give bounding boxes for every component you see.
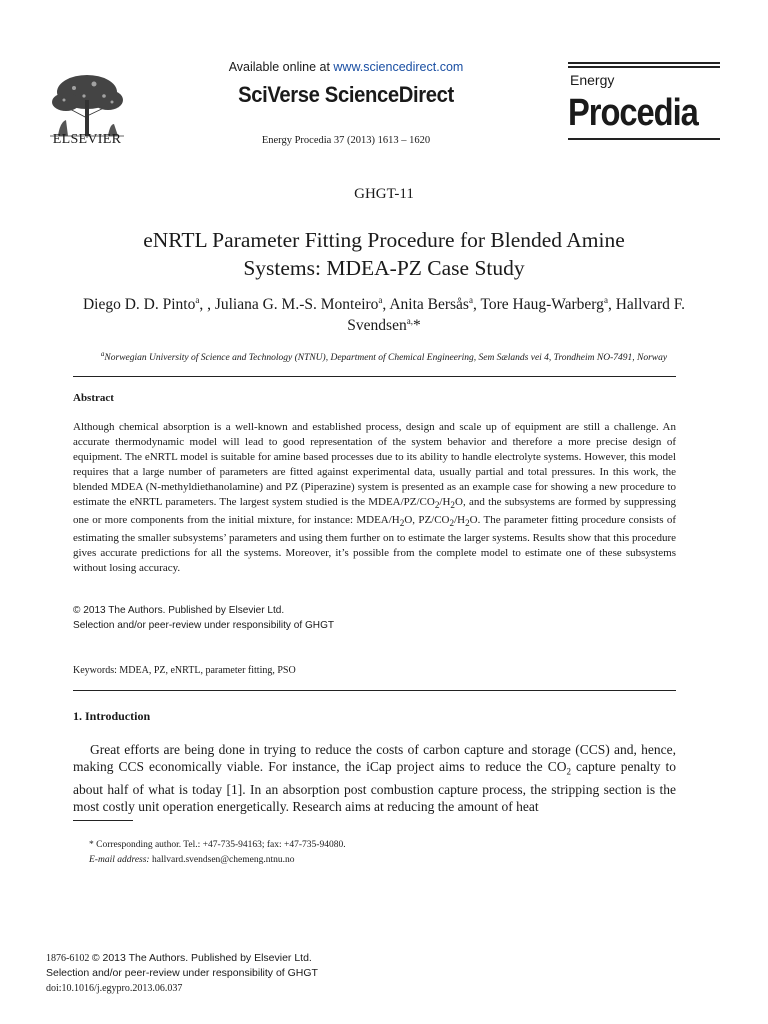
section-divider xyxy=(73,376,676,377)
paper-title xyxy=(60,226,708,282)
subscript: 2 xyxy=(449,518,455,529)
author-affil-mark: a xyxy=(603,294,608,305)
publisher-name: ELSEVIER xyxy=(52,132,122,147)
title-line: eNRTL Parameter Fitting Procedure for Blended Amine xyxy=(143,228,625,252)
copyright-notice xyxy=(73,603,652,633)
journal-logo-rule xyxy=(568,62,720,64)
subscript: 2 xyxy=(566,766,571,777)
author-name: Hallvard F. Svendsen xyxy=(347,296,686,334)
author-affil-mark: a xyxy=(378,294,383,305)
page-footer xyxy=(46,951,318,996)
footer-copyright-line xyxy=(46,951,318,966)
platform-name: SciVerse ScienceDirect xyxy=(238,82,454,107)
email-label: E-mail address: xyxy=(89,855,150,865)
affiliation-mark: a xyxy=(100,350,105,358)
author-separator: , xyxy=(607,296,616,313)
keywords: Keywords: MDEA, PZ, eNRTL, parameter fitting, PSO xyxy=(73,665,296,676)
available-prefix: Available online at xyxy=(228,60,334,74)
footnote xyxy=(89,838,346,868)
subscript: 2 xyxy=(465,518,470,529)
abstract-segment: O. The parameter fitting procedure consists of estimating the smaller subsystems’ parameters and using them further on to estimate the larger systems. Results show that this procedure gives accurate predictions for all the systems. Moreover, it’s possible from the complete model to estimate one of these subsystems without losing accuracy. xyxy=(73,514,676,575)
abstract-heading: Abstract xyxy=(73,392,114,404)
author-affil-mark: a xyxy=(468,294,473,305)
journal-logo-rule xyxy=(568,138,720,140)
issn: 1876-6102 xyxy=(46,953,92,964)
author-list xyxy=(60,294,708,336)
affiliation xyxy=(60,348,708,365)
journal-logo-procedia: Procedia xyxy=(568,92,698,134)
journal-logo-rule xyxy=(568,66,720,68)
conference-name: GHGT-11 xyxy=(354,186,414,202)
journal-reference: Energy Procedia 37 (2013) 1613 – 1620 xyxy=(261,135,431,146)
author-name: Tore Haug-Warberg xyxy=(480,296,604,313)
subscript: 2 xyxy=(399,518,405,529)
peer-review-line: Selection and/or peer-review under responsibility of GHGT xyxy=(73,619,335,631)
introduction-heading: 1. Introduction xyxy=(73,709,151,723)
abstract-segment: /H xyxy=(454,514,466,527)
author-name: Diego D. D. Pinto xyxy=(82,296,196,313)
available-online xyxy=(200,60,492,74)
title-line: Systems: MDEA-PZ Case Study xyxy=(243,256,525,280)
intro-segment: capture penalty to about half of what is today [1]. In an absorption post combustion capture process, the stripping section is the most costly unit operation energetically. Research aims at reducing the amount of heat xyxy=(73,759,677,814)
author-separator: , xyxy=(472,296,481,313)
corresponding-mark: * xyxy=(412,317,421,334)
section-divider xyxy=(73,690,676,691)
copyright-line: © 2013 The Authors. Published by Elsevier Ltd. xyxy=(73,604,285,616)
subscript: 2 xyxy=(450,500,455,511)
sciencedirect-link[interactable]: www.sciencedirect.com xyxy=(333,60,464,74)
author-separator: , xyxy=(382,296,390,313)
doi[interactable]: doi:10.1016/j.egypro.2013.06.037 xyxy=(46,983,183,994)
corresponding-author: * Corresponding author. Tel.: +47-735-94163; fax: +47-735-94080. xyxy=(89,840,346,850)
author-affil-mark: a xyxy=(195,294,200,305)
footer-selection: Selection and/or peer-review under responsibility of GHGT xyxy=(46,967,318,979)
subscript: 2 xyxy=(434,500,440,511)
abstract-segment: Although chemical absorption is a well-known and established process, design and scale up of equipment are still a challenge. An accurate thermodynamic model will lead to good representation of the system behavior and therefore a more precise design of equipment. The eNRTL model is suitable for amine based processes due to its ability to handle electrolyte systems. However, this model requires that a large number of parameters are fitted against experimental data, usually partial and total pressures. In this work, the blended MDEA (N-methyldiethanolamine) and PZ (Piperazine) system is presented as an example case for showing a new procedure to estimate the eNRTL parameters. The largest system studied is the MDEA/PZ/CO xyxy=(73,421,676,508)
footer-copyright: © 2013 The Authors. Published by Elsevier Ltd. xyxy=(91,952,312,964)
author-separator: , , xyxy=(199,296,215,313)
abstract-segment: /H xyxy=(439,496,451,508)
email-line xyxy=(89,853,346,868)
introduction-text xyxy=(73,741,676,815)
abstract-text xyxy=(73,420,676,576)
intro-segment: Great efforts are being done in trying to reduce the costs of carbon capture and storage (CCS) and, hence, making CCS economically viable. For instance, the iCap project aims to reduce the CO xyxy=(73,742,676,774)
journal-logo-energy: Energy xyxy=(570,72,615,88)
footnote-rule xyxy=(73,820,133,821)
author-name: Anita Bersås xyxy=(389,296,469,313)
author-affil-mark: a, xyxy=(406,315,413,326)
author-name: Juliana G. M.-S. Monteiro xyxy=(214,296,379,313)
abstract-segment: O, PZ/CO xyxy=(404,514,450,527)
email-address[interactable]: hallvard.svendsen@chemeng.ntnu.no xyxy=(149,855,295,865)
abstract-segment: O, and the subsystems are formed by suppressing one or more components from the initial mixture, for instance: MDEA/H xyxy=(73,496,676,527)
affiliation-text: Norwegian University of Science and Technology (NTNU), Department of Chemical Engineering, Sem Sælands vei 4, Trondheim NO-7491, Norway xyxy=(104,353,668,364)
